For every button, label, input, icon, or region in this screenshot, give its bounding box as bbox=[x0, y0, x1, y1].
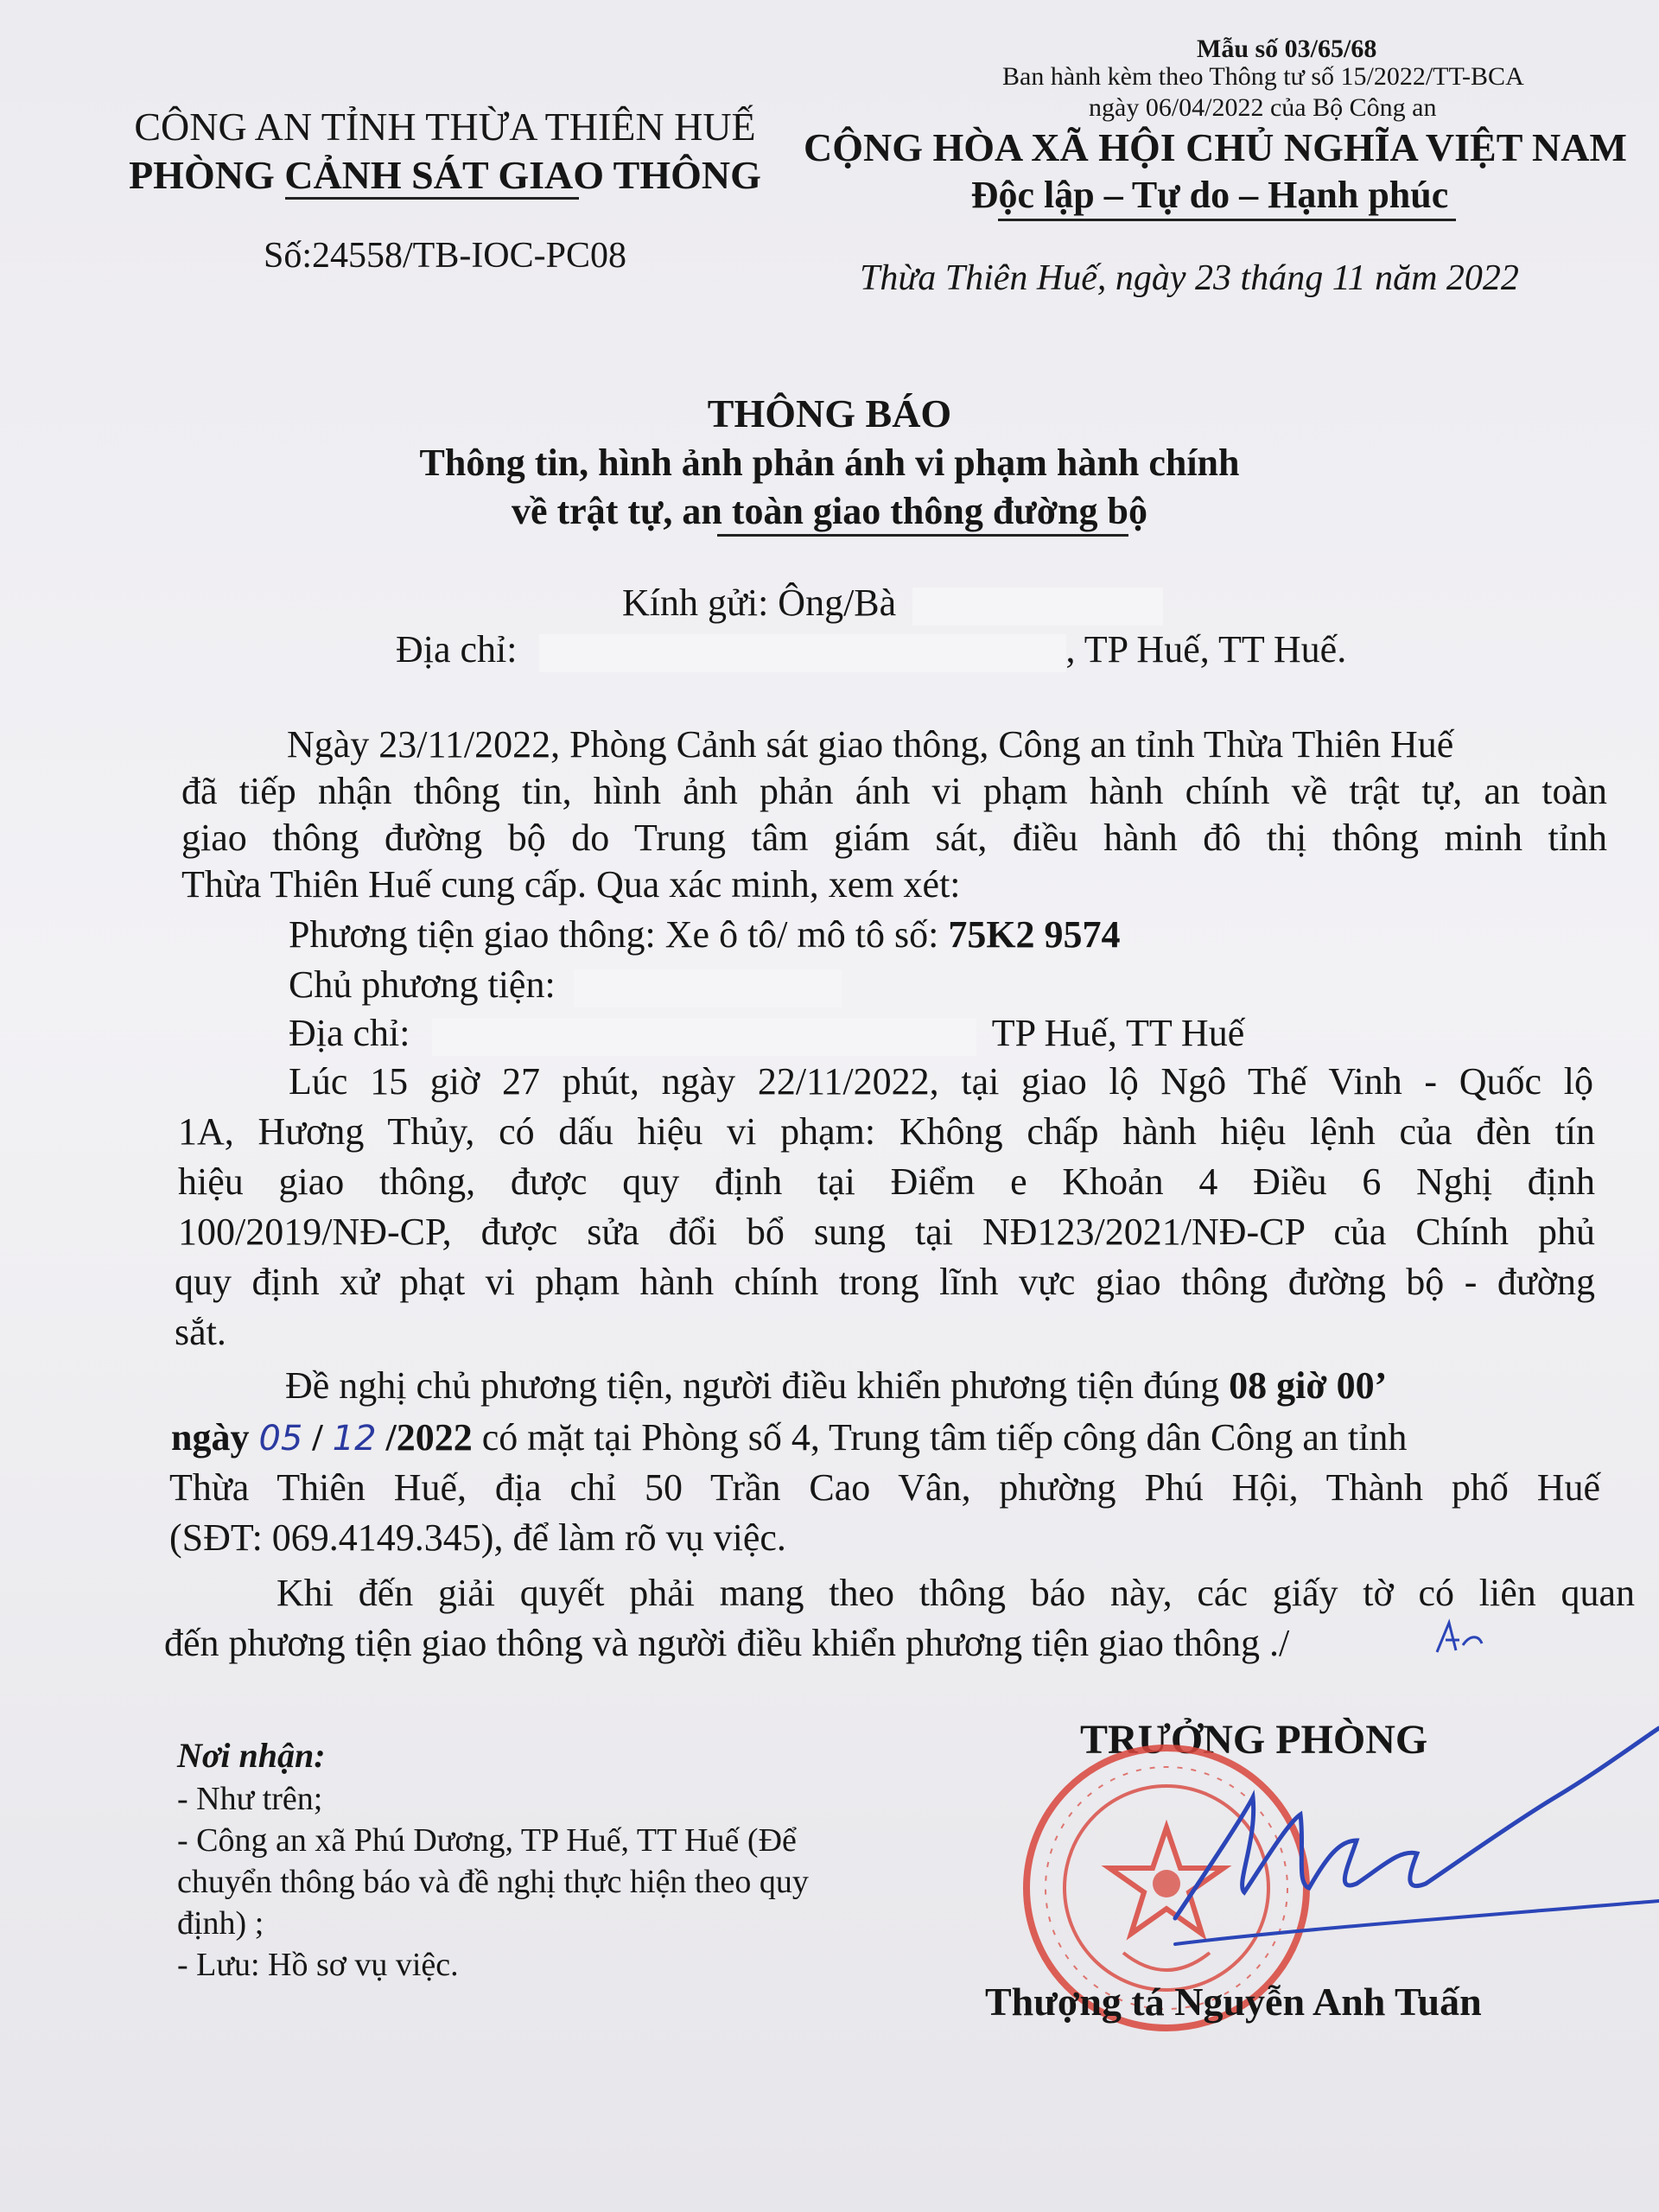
place-and-date: Thừa Thiên Huế, ngày 23 tháng 11 năm 2022 bbox=[860, 258, 1519, 298]
handwritten-month: 12 bbox=[332, 1419, 377, 1459]
recipient-salutation: Kính gửi: Ông/Bà bbox=[622, 582, 897, 624]
recipient-item-1: - Như trên; bbox=[177, 1781, 323, 1817]
owner-label: Chủ phương tiện: bbox=[289, 963, 556, 1006]
para3-line-2-text: có mặt tại Phòng số 4, Trung tâm tiếp công dân Công an tỉnh bbox=[481, 1416, 1408, 1459]
owner-line bbox=[289, 963, 842, 1007]
recipient-item-5: - Lưu: Hồ sơ vụ việc. bbox=[177, 1947, 459, 1983]
para1-line-4: Thừa Thiên Huế cung cấp. Qua xác minh, xem xét: bbox=[181, 863, 961, 906]
recipients-title: Nơi nhận: bbox=[177, 1736, 326, 1775]
signer-title: TRƯỞNG PHÒNG bbox=[1080, 1717, 1428, 1763]
redacted-name bbox=[912, 588, 1163, 626]
document-title: THÔNG BÁO bbox=[707, 391, 952, 435]
handwritten-day: 05 bbox=[258, 1419, 303, 1459]
appointment-year: /2022 bbox=[385, 1416, 473, 1459]
para1-line-1: Ngày 23/11/2022, Phòng Cảnh sát giao thông, Công an tỉnh Thừa Thiên Huế bbox=[287, 723, 1454, 766]
vehicle-line bbox=[289, 912, 1121, 957]
vehicle-plate: 75K2 9574 bbox=[948, 913, 1121, 956]
recipient-line bbox=[622, 581, 1163, 626]
form-number: Mẫu số 03/65/68 bbox=[1197, 35, 1377, 63]
date-slash: / bbox=[312, 1416, 323, 1459]
owner-address-label: Địa chỉ: bbox=[289, 1012, 410, 1054]
para3-line-2 bbox=[171, 1415, 1407, 1459]
owner-address-tail: TP Huế, TT Huế bbox=[991, 1012, 1245, 1054]
form-reference-line-2: ngày 06/04/2022 của Bộ Công an bbox=[1089, 93, 1437, 122]
para2-line-1: Lúc 15 giờ 27 phút, ngày 22/11/2022, tại giao lộ Ngô Thế Vinh - Quốc lộ bbox=[289, 1060, 1593, 1103]
para4-line-1: Khi đến giải quyết phải mang theo thông báo này, các giấy tờ có liên quan bbox=[276, 1572, 1635, 1614]
department-underline bbox=[285, 197, 579, 200]
agency-name: CÔNG AN TỈNH THỪA THIÊN HUẾ bbox=[134, 105, 756, 149]
form-reference-line-1: Ban hành kèm theo Thông tư số 15/2022/TT-BCA bbox=[1002, 62, 1524, 91]
motto-underline bbox=[998, 219, 1456, 221]
signer-name: Thượng tá Nguyễn Anh Tuấn bbox=[985, 1980, 1482, 2024]
redacted-owner bbox=[574, 969, 842, 1007]
vehicle-label: Phương tiện giao thông: Xe ô tô/ mô tô số: bbox=[289, 913, 939, 956]
redacted-address bbox=[539, 634, 1066, 672]
para3-line-1 bbox=[285, 1363, 1387, 1408]
initials-mark bbox=[1430, 1618, 1491, 1661]
title-underline bbox=[717, 534, 1128, 537]
recipient-item-2: - Công an xã Phú Dương, TP Huế, TT Huế (Để bbox=[177, 1822, 797, 1859]
para2-line-5: quy định xử phạt vi phạm hành chính trong lĩnh vực giao thông đường bộ - đường bbox=[175, 1261, 1595, 1303]
para2-line-6: sắt. bbox=[175, 1311, 226, 1353]
para1-line-3: giao thông đường bộ do Trung tâm giám sát, điều hành đô thị thông minh tỉnh bbox=[181, 817, 1607, 859]
redacted-owner-address bbox=[432, 1018, 976, 1056]
para3-line-3: Thừa Thiên Huế, địa chỉ 50 Trần Cao Vân, phường Phú Hội, Thành phố Huế bbox=[169, 1466, 1600, 1509]
recipient-address-line bbox=[396, 627, 1346, 672]
national-title: CỘNG HÒA XÃ HỘI CHỦ NGHĨA VIỆT NAM bbox=[804, 125, 1627, 169]
recipient-item-4: định) ; bbox=[177, 1905, 264, 1942]
document-subtitle-line-1: Thông tin, hình ảnh phản ánh vi phạm hành chính bbox=[419, 442, 1240, 484]
owner-address-line bbox=[289, 1011, 1244, 1056]
para3-line-4: (SĐT: 069.4149.345), để làm rõ vụ việc. bbox=[169, 1516, 786, 1559]
para2-line-2: 1A, Hương Thủy, có dấu hiệu vi phạm: Không chấp hành hiệu lệnh của đèn tín bbox=[178, 1110, 1595, 1153]
appointment-day-label: ngày bbox=[171, 1416, 250, 1459]
department-name: PHÒNG CẢNH SÁT GIAO THÔNG bbox=[129, 153, 761, 197]
recipient-item-3: chuyển thông báo và đề nghị thực hiện theo quy bbox=[177, 1864, 809, 1900]
document-subtitle-line-2: về trật tự, an toàn giao thông đường bộ bbox=[511, 490, 1147, 532]
para3-line-1-text: Đề nghị chủ phương tiện, người điều khiển phương tiện đúng bbox=[285, 1364, 1220, 1407]
recipient-address-label: Địa chỉ: bbox=[396, 628, 518, 671]
para4-line-2: đến phương tiện giao thông và người điều khiển phương tiện giao thông ./ bbox=[164, 1622, 1290, 1664]
appointment-time: 08 giờ 00’ bbox=[1229, 1364, 1388, 1407]
para2-line-3: hiệu giao thông, được quy định tại Điểm e Khoản 4 Điều 6 Nghị định bbox=[178, 1160, 1595, 1203]
recipient-address-tail: , TP Huế, TT Huế. bbox=[1065, 628, 1347, 671]
para2-line-4: 100/2019/NĐ-CP, được sửa đổi bổ sung tại NĐ123/2021/NĐ-CP của Chính phủ bbox=[178, 1211, 1595, 1253]
signature bbox=[1149, 1694, 1659, 1987]
para1-line-2: đã tiếp nhận thông tin, hình ảnh phản ánh vi phạm hành chính về trật tự, an toàn bbox=[181, 770, 1607, 812]
document-number: Số:24558/TB-IOC-PC08 bbox=[263, 236, 627, 276]
national-motto: Độc lập – Tự do – Hạnh phúc bbox=[970, 174, 1449, 216]
